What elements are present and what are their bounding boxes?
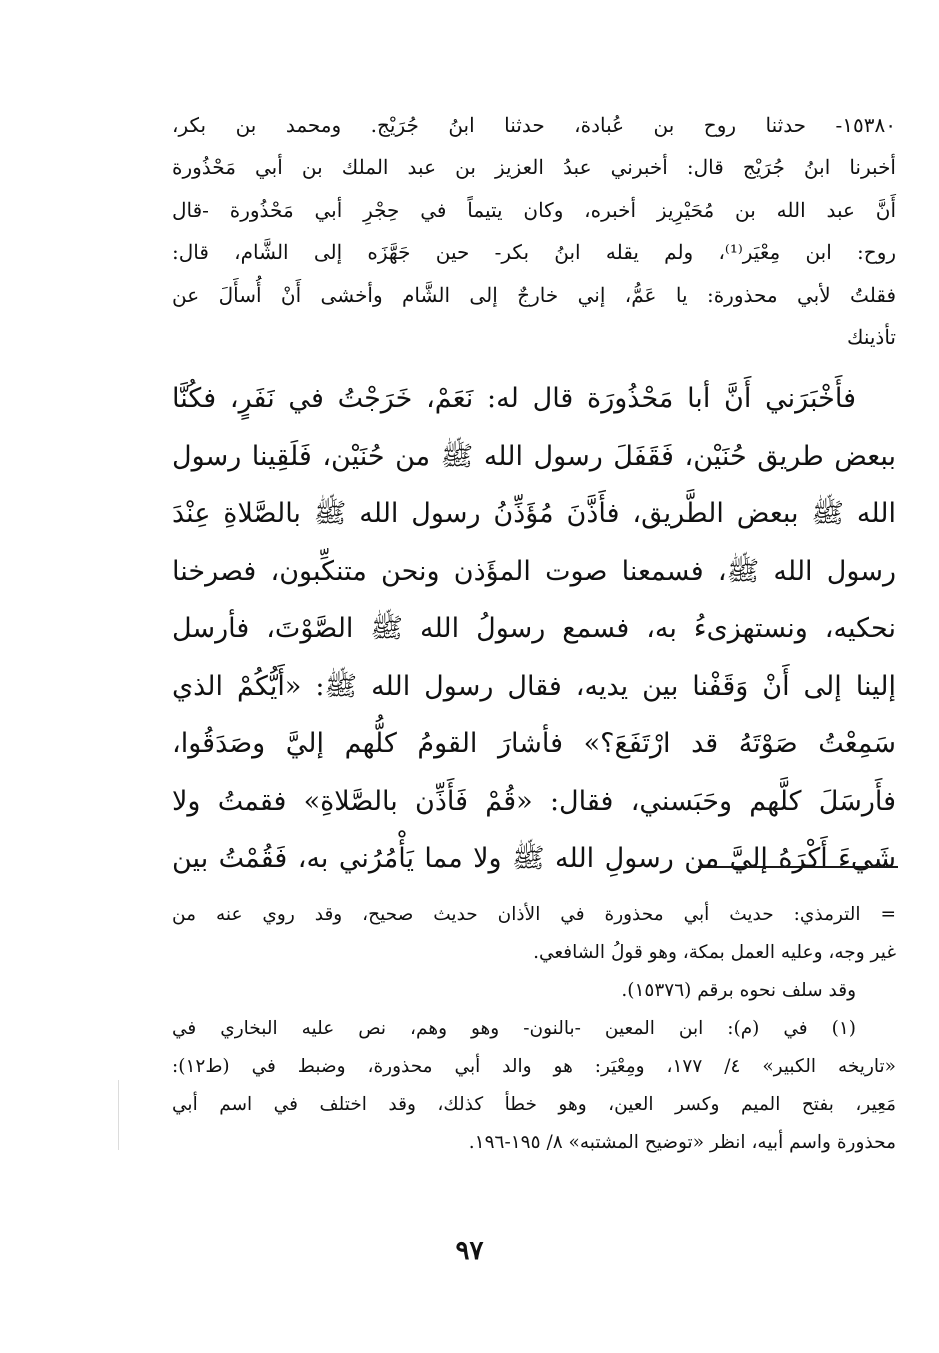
main-line: نحكيه، ونستهزىءُ به، فسمع رسولُ الله ﷺ الصَّوْتَ، فأرسل <box>172 613 896 644</box>
intro-line: روح: ابن مِعْيَر⁽¹⁾، ولم يقله ابنُ بكر- حين جَهَّزَه إلى الشَّام، قال: <box>172 240 897 265</box>
page-number: ٩٧ <box>455 1236 484 1266</box>
footnote-line: «تاريخه الكبير» ٤/ ١٧٧، ومِعْيَر: هو والد أبي محذورة، وضبط في (ط١٢): <box>172 1056 896 1077</box>
intro-line: أَنَّ عبد الله بن مُحَيْرِيز أخبره، وكان يتيماً في حِجْرِ أبي مَحْذُورة -قال <box>172 197 896 222</box>
main-line: إلينا إلى أَنْ وَقَفْنا بين يديه، فقال رسول الله ﷺ: «أَيُّكُمْ الذي <box>172 670 896 702</box>
footnote-line: مَعِير، بفتح الميم وكسر العين، وهو خطأ كذلك، وقد اختلف في اسم أبي <box>172 1094 896 1115</box>
main-line: ببعض طريق حُنَيْن، فَقَفَلَ رسول الله ﷺ من حُنَيْن، فَلَقِينا رسول <box>172 440 896 472</box>
footnote-line: = الترمذي: حديث أبي محذورة في الأذان حديث صحيح، وقد روي عنه من <box>172 904 896 925</box>
main-line: فأَخْبَرَني أَنَّ أبا مَحْذُورَة قال له: نَعَمْ، خَرَجْتُ في نَفَرٍ، فكُنَّا <box>172 383 856 414</box>
footnote-line: (١) في (م): ابن المعين -بالنون- وهو وهم، نص عليه البخاري في <box>172 1018 856 1039</box>
main-line: فأَرسَلَ كلَّهم وحَبَسني، فقال: «قُمْ فَأَذِّن بالصَّلاةِ» فقمتُ ولا <box>172 785 896 817</box>
intro-line: تأذينك <box>846 324 896 349</box>
main-line: الله ﷺ ببعض الطَّريق، فأَذَّنَ مُؤَذِّنُ رسول الله ﷺ بالصَّلاةِ عِنْدَ <box>172 498 896 529</box>
intro-line: أخبرنا ابنُ جُرَيْج قال: أخبرني عبدُ العزيز بن عبد الملك بن أبي مَحْذُورة <box>172 155 896 180</box>
footnote-line: وقد سلف نحوه برقم (١٥٣٧٦). <box>621 980 856 1001</box>
main-line: رسول الله ﷺ، فسمعنا صوت المؤَذن ونحن متنكِّبون، فصرخنا <box>172 555 896 587</box>
hadith-main-paragraph <box>172 370 896 888</box>
main-line: سَمِعْتُ صَوْتَهُ قد ارْتَفَعَ؟» فأشارَ القومُ كلُّهم إليَّ وصَدَقُوا، <box>172 728 896 759</box>
footnote-line: محذورة واسم أبيه، انظر «توضيح المشتبه» ٨/ ١٩٥-١٩٦. <box>468 1132 896 1153</box>
intro-line: فقلتُ لأبي محذورة: يا عَمُّ، إني خارجٌ إلى الشَّام وأخشى أَنْ أُسأَلَ عن <box>172 282 896 307</box>
footnotes <box>172 896 896 1162</box>
intro-line: ١٥٣٨٠- حدثنا روح بن عُبادة، حدثنا ابنُ جُرَيْج. ومحمد بن بكر، <box>172 113 896 137</box>
scan-margin-line <box>118 1080 119 1150</box>
hadith-intro-paragraph <box>172 104 896 358</box>
main-line: شَيءَ أَكْرَهُ إليَّ من رسولِ الله ﷺ ولا مما يَأْمُرُني به، فَقُمْتُ بين <box>172 843 896 874</box>
footnote-line: غير وجه، وعليه العمل بمكة، وهو قولُ الشافعي. <box>533 942 896 963</box>
footnote-separator <box>698 866 898 868</box>
